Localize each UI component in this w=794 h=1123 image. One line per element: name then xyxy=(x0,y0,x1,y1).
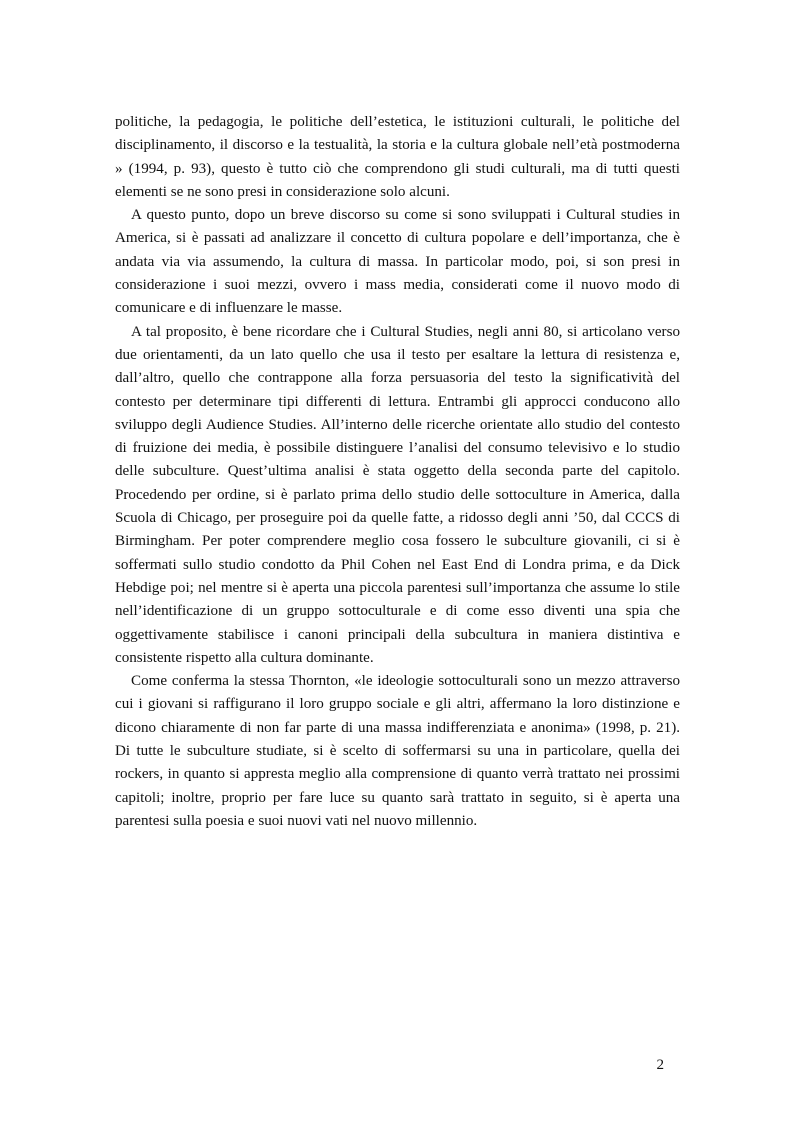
paragraph-4: Come conferma la stessa Thornton, «le ideologie sottoculturali sono un mezzo attraverso cui i giovani si raffigurano il loro gruppo sociale e gli altri, affermano la loro distinzione e dicono chiaramente di non far parte di una massa indifferenziata e anonima» (1998, p. 21). Di tutte le subculture studiate, si è scelto di soffermarsi su una in particolare, quella dei rockers, in quanto si appresta meglio alla comprensione di quanto verrà trattato nei prossimi capitoli; inoltre, proprio per fare luce su quanto sarà trattato in seguito, si è aperta una parentesi sulla poesia e suoi nuovi vati nel nuovo millennio. xyxy=(115,673,680,829)
page-body xyxy=(115,111,680,833)
page-number: 2 xyxy=(656,1057,664,1073)
paragraph-2: A questo punto, dopo un breve discorso su come si sono sviluppati i Cultural studies in America, si è passati ad analizzare il concetto di cultura popolare e dell’importanza, che è andata via via assumendo, la cultura di massa. In particolar modo, poi, si son presi in considerazione i suoi mezzi, ovvero i mass media, considerati come il nuovo modo di comunicare e di influenzare le masse. xyxy=(115,207,680,317)
paragraph-3: A tal proposito, è bene ricordare che i Cultural Studies, negli anni 80, si articolano verso due orientamenti, da un lato quello che usa il testo per esaltare la lettura di resistenza e, dall’altro, quello che contrappone alla forza persuasoria del testo la significatività del contesto per determinare tipi differenti di lettura. Entrambi gli approcci conducono allo sviluppo degli Audience Studies. All’interno delle ricerche orientate allo studio del contesto di fruizione dei media, è possibile distinguere l’analisi del consumo televisivo e lo studio delle subculture. Quest’ultima analisi è stata oggetto della seconda parte del capitolo. Procedendo per ordine, si è parlato prima dello studio delle sottoculture in America, dalla Scuola di Chicago, per proseguire poi da quelle fatte, a ridosso degli anni ’50, dal CCCS di Birmingham. Per poter comprendere meglio cosa fossero le subculture giovanili, ci si è soffermati sullo studio condotto da Phil Cohen nel East End di Londra prima, e da Dick Hebdige poi; nel mentre si è aperta una piccola parentesi sull’importanza che assume lo stile nell’identificazione di un gruppo sottoculturale e di come esso diventi una spia che oggettivamente stabilisce i canoni principali della subcultura in maniera distintiva e consistente rispetto alla cultura dominante. xyxy=(115,323,680,666)
paragraph-1: politiche, la pedagogia, le politiche dell’estetica, le istituzioni culturali, le politiche del disciplinamento, il discorso e la testualità, la storia e la cultura globale nell’età postmoderna » (1994, p. 93), questo è tutto ciò che comprendono gli studi culturali, ma di tutti questi elementi se ne sono presi in considerazione solo alcuni. xyxy=(115,114,680,200)
